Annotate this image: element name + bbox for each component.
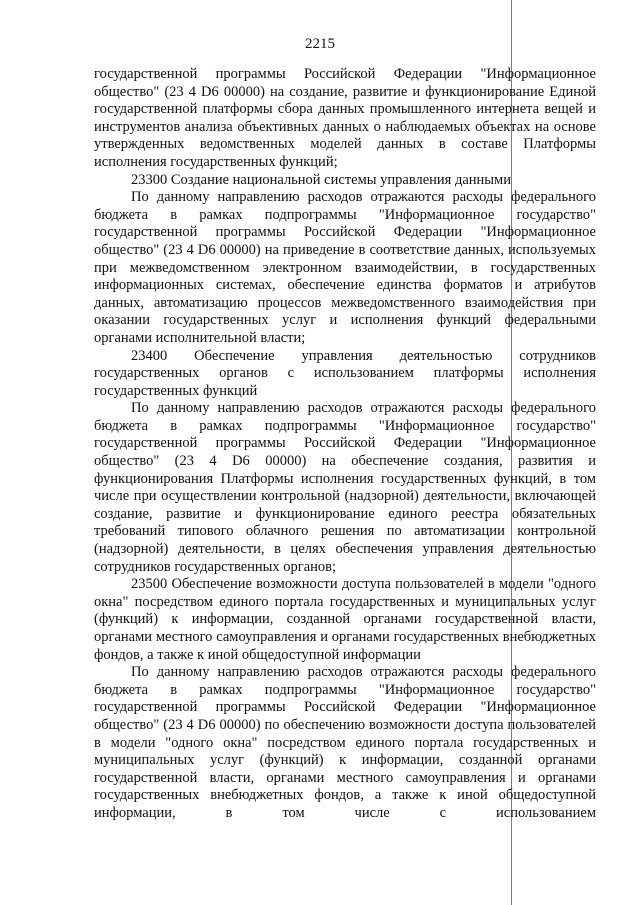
document-body: [94, 66, 596, 823]
paragraph-23300-description: По данному направлению расходов отражаются расходы федерального бюджета в рамках подпрограммы "Информационное государство" государственной программы Российской Федерации "Информационное общество" (23 4 D6 00000) на приведение в соответствие данных, используемых при межведомственном электронном взаимодействии, в государственных информационных системах, обеспечение единства форматов и атрибутов данных, автоматизацию процессов межведомственного взаимодействия при оказании государственных услуг и исполнения функций федеральными органами исполнительной власти;: [94, 189, 596, 346]
paragraph-heading-23400: 23400 Обеспечение управления деятельностью сотрудников государственных органов с использованием платформы исполнения государственных функций: [94, 347, 596, 399]
paragraph-23400-description: По данному направлению расходов отражаются расходы федерального бюджета в рамках подпрограммы "Информационное государство" государственной программы Российской Федерации "Информационное общество" (23 4 D6 00000) на обеспечение создания, развития и функционирования Платформы исполнения государственных функций, в том числе при осуществлении контрольной (надзорной) деятельности, включающей создание, развитие и функционирование единого реестра обязательных требований типового облачного решения по автоматизации контрольной (надзорной) деятельности, в целях обеспечения управления деятельностью сотрудников государственных органов;: [94, 400, 596, 575]
page-number: 2215: [305, 36, 335, 52]
paragraph-heading-23500: 23500 Обеспечение возможности доступа пользователей в модели "одного окна" посредством единого портала государственных и муниципальных услуг (функций) к информации, созданной органами государственной власти, органами местного самоуправления и органами государственных внебюджетных фондов, а также к иной общедоступной информации: [94, 576, 596, 663]
paragraph-continuation: государственной программы Российской Федерации "Информационное общество" (23 4 D6 00000) на создание, развитие и функционирование Единой государственной платформы сбора данных промышленного интернета вещей и инструментов анализа объективных данных о наблюдаемых объектах на основе утвержденных ведомственных моделей данных в составе Платформы исполнения государственных функций;: [94, 66, 596, 170]
paragraph-heading-23300: 23300 Создание национальной системы управления данными: [131, 171, 511, 188]
paragraph-23500-description: По данному направлению расходов отражаются расходы федерального бюджета в рамках подпрограммы "Информационное государство" государственной программы Российской Федерации "Информационное общество" (23 4 D6 00000) по обеспечению возможности доступа пользователей в модели "одного окна" посредством единого портала государственных и муниципальных услуг (функций) к информации, созданной органами государственной власти, органами местного самоуправления и органами государственных внебюджетных фондов, а также к иной общедоступной информации, в том числе с использованием: [94, 664, 596, 821]
